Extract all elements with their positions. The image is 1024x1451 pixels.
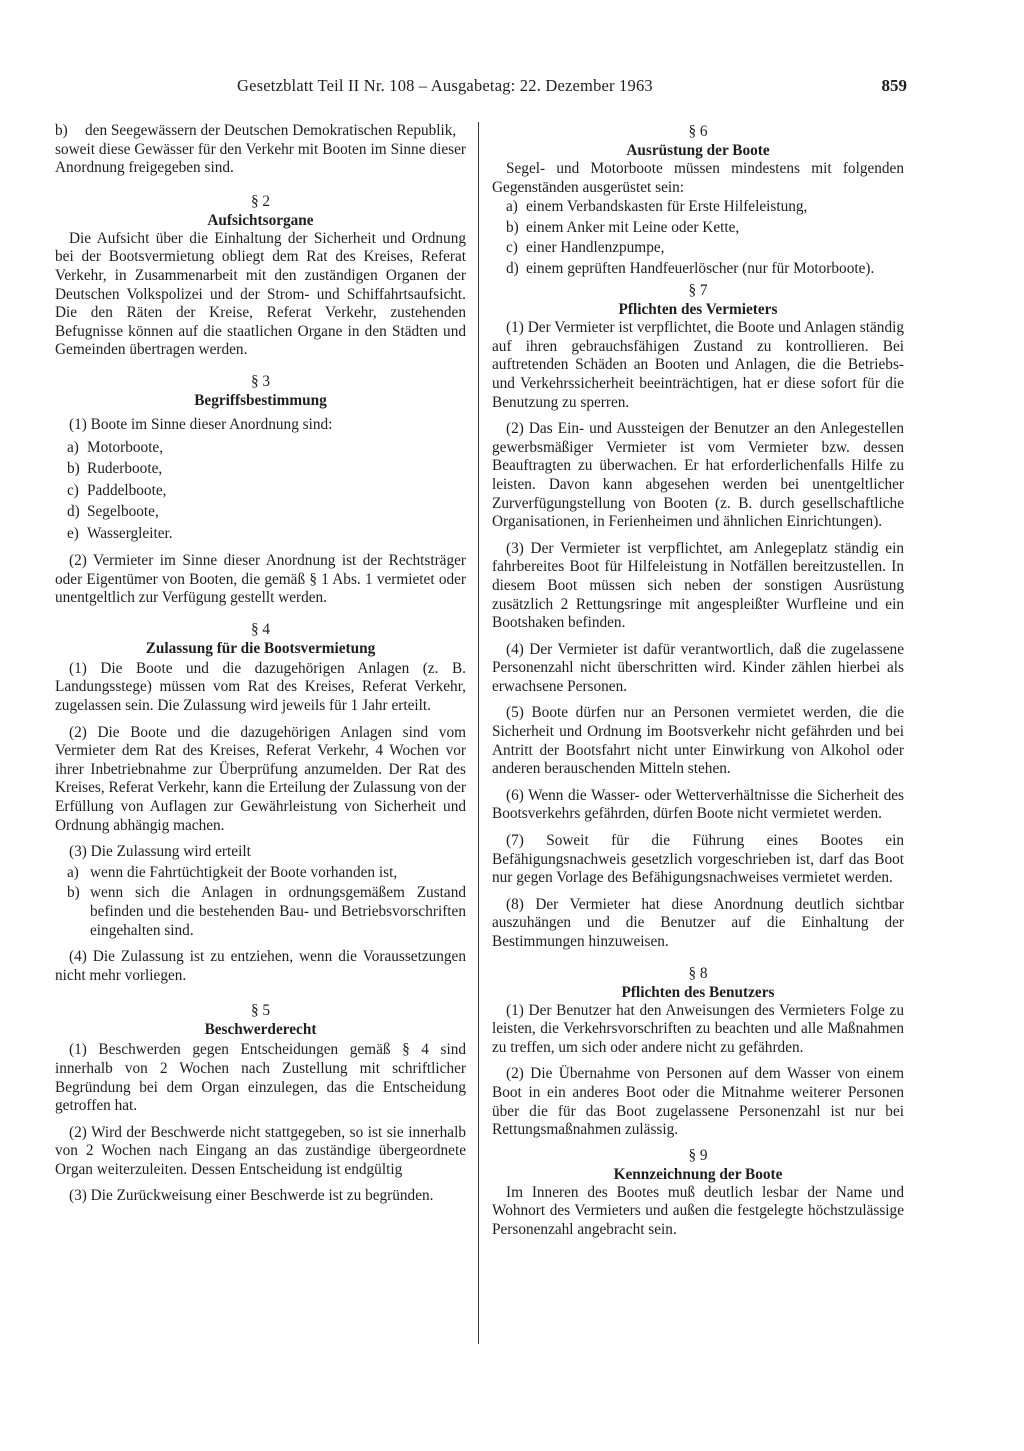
list-item <box>55 884 466 940</box>
list-item-text: Ruderboote, <box>87 460 163 478</box>
list-item <box>492 197 904 218</box>
section-5-number: § 5 <box>250 1002 271 1020</box>
section-9-text: Im Inneren des Bootes muß deutlich lesbar der Name und Wohnort des Vermieters und außen die festgelegte höchstzulässige Personenzahl angebracht sein. <box>492 1183 904 1238</box>
section-8-title: Pflichten des Benutzers <box>621 983 775 1001</box>
list-item-label: d) <box>67 503 80 521</box>
right-column <box>492 122 904 1240</box>
section-2-title: Aufsichtsorgane <box>207 211 314 229</box>
section-4-p3: (3) Die Zulassung wird erteilt <box>69 843 251 861</box>
list-item-label: a) <box>506 198 518 216</box>
section-6-list <box>492 197 904 279</box>
section-4-number: § 4 <box>250 620 271 638</box>
list-item-label: d) <box>506 259 519 277</box>
list-item-label: a) <box>67 863 79 881</box>
section-3-p1: (1) Boote im Sinne dieser Anordnung sind: <box>69 415 333 433</box>
section-2-text: Die Aufsicht über die Einhaltung der Sicherheit und Ordnung bei der Bootsvermietung obliegt dem Rat des Kreises, Referat Verkehr, in Zusammenarbeit mit den zuständigen Organen der Deutschen Volkspolizei und der Strom- und Schiffahrtsaufsicht. Die den Räten der Kreise, Referat Verkehr, zustehenden Befugnisse können auf die staatlichen Organe in den Städten und Gemeinden übertragen werden. <box>55 229 466 359</box>
section-7-p3: (3) Der Vermieter ist verpflichtet, am Anlegeplatz ständig ein fahrbereites Boot für Hilfeleistung in Notfällen bereitzustellen. In diesem Boot müssen sich neben der sonstigen Ausrüstung zusätzlich 2 Rettungsringe mit angespleißter Wurfleine und ein Bootshaken befinden. <box>492 539 904 632</box>
section-5-title: Beschwerderecht <box>204 1021 317 1039</box>
section-7-number: § 7 <box>688 282 708 300</box>
list-item-text: Motorboote, <box>87 438 164 456</box>
list-item <box>492 218 904 239</box>
section-3-title: Begriffsbestimmung <box>194 391 327 409</box>
list-item-text: wenn sich die Anlagen in ordnungsgemäßem Zustand befinden und die bestehenden Bau- und Betriebsvorschriften eingehalten sind. <box>90 884 466 939</box>
list-item <box>55 480 466 502</box>
list-item <box>492 238 904 259</box>
section-6-title: Ausrüstung der Boote <box>626 142 770 159</box>
list-item <box>55 437 466 459</box>
running-title: Gesetzblatt Teil II Nr. 108 – Ausgabetag: 22. Dezember 1963 <box>237 76 653 95</box>
list-item-label: b) <box>67 884 80 902</box>
list-item-text: Paddelboote, <box>87 481 167 499</box>
section-4-p1: (1) Die Boote und die dazugehörigen Anlagen (z. B. Landungsstege) müssen vom Rat des Kreises, Referat Verkehr, zugelassen sein. Die Zulassung wird jeweils für 1 Jahr erteilt. <box>55 659 466 714</box>
section-8-p2: (2) Die Übernahme von Personen auf dem Wasser von einem Boot in ein anderes Boot oder die Mitnahme weiterer Personen über die für das Boot zugelassene Personenzahl ist nur bei Rettungsmaßnahmen zulässig. <box>492 1065 904 1139</box>
section-7-p4: (4) Der Vermieter ist dafür verantwortlich, daß die zugelassene Personenzahl nicht überschritten wird. Kinder zählen hierbei als erwachsene Personen. <box>492 640 904 695</box>
list-item-text: Wassergleiter. <box>87 524 173 542</box>
section-7-p1: (1) Der Vermieter ist verpflichtet, die Boote und Anlagen ständig auf ihren gebrauchsfähigen Zustand zu kontrollieren. Bei auftretenden Schäden an Booten und Anlagen, die die Betriebs- und Verkehrssicherheit beeinträchtigen, hat er diese sofort für die Benutzung zu sperren. <box>492 319 904 411</box>
list-item-label: a) <box>67 438 79 456</box>
section-4-title: Zulassung für die Bootsvermietung <box>145 639 376 657</box>
page-number: 859 <box>881 76 907 95</box>
section-2-number: § 2 <box>250 192 271 210</box>
section-6-intro: Segel- und Motorboote müssen mindestens mit folgenden Gegenständen ausgerüstet sein: <box>492 160 904 196</box>
section-7-p6: (6) Wenn die Wasser- oder Wetterverhältnisse die Sicherheit des Bootsverkehrs gefährden, dürfen Boote nicht vermietet werden. <box>492 786 904 823</box>
section-9-number: § 9 <box>688 1146 708 1164</box>
section-7-p5: (5) Boote dürfen nur an Personen vermietet werden, die die Sicherheit und Ordnung im Bootsverkehr nicht gefährden und bei Antritt der Bootsfahrt nicht unter Einwirkung von Alkohol oder anderen berauschenden Mitteln stehen. <box>492 704 904 778</box>
list-item <box>55 458 466 480</box>
list-item-text: einem Verbandskasten für Erste Hilfeleistung, <box>526 198 808 216</box>
section-8-number: § 8 <box>688 964 708 982</box>
section-3-number: § 3 <box>250 372 271 390</box>
intro-item-label: b) <box>55 122 68 139</box>
section-4-p4: (4) Die Zulassung ist zu entziehen, wenn die Voraussetzungen nicht mehr vorliegen. <box>55 948 466 984</box>
section-4-p2: (2) Die Boote und die dazugehörigen Anlagen sind vom Vermieter dem Rat des Kreises, Referat Verkehr, 4 Wochen vor ihrer Inbetriebnahme zur Überprüfung anzumelden. Der Rat des Kreises, Referat Verkehr, kann die Erteilung der Zulassung von der Erfüllung von Auflagen zur Gewährleistung von Sicherheit und Ordnung abhängig machen. <box>55 723 466 834</box>
section-9-title: Kennzeichnung der Boote <box>613 1165 783 1183</box>
section-6-number: § 6 <box>688 123 708 140</box>
page-header <box>55 74 907 104</box>
list-item <box>55 523 466 545</box>
intro-tail: soweit diese Gewässer für den Verkehr mit Booten im Sinne dieser Anordnung freigegeben sind. <box>55 140 466 177</box>
list-item-text: wenn die Fahrtüchtigkeit der Boote vorhanden ist, <box>90 863 398 881</box>
list-item-label: c) <box>506 239 518 257</box>
list-item <box>55 864 466 883</box>
list-item-label: c) <box>67 481 79 499</box>
section-7-title: Pflichten des Vermieters <box>618 301 778 319</box>
section-7-p8: (8) Der Vermieter hat diese Anordnung deutlich sichtbar auszuhängen und die Benutzer auf die Einhaltung der Bestimmungen hinzuweisen. <box>492 895 904 950</box>
section-7-p7: (7) Soweit für die Führung eines Bootes ein Befähigungsnachweis gesetzlich vorgeschrieben ist, darf das Boot nur gegen Vorlage des Befähigungsnachweises vermietet werden. <box>492 832 904 887</box>
list-item <box>55 501 466 523</box>
section-5-p3: (3) Die Zurückweisung einer Beschwerde ist zu begründen. <box>69 1187 434 1205</box>
column-divider <box>478 122 479 1344</box>
list-item-label: b) <box>506 218 519 236</box>
list-item-text: einem geprüften Handfeuerlöscher (nur für Motorboote). <box>526 259 875 277</box>
left-column <box>55 122 466 1206</box>
section-8-p1: (1) Der Benutzer hat den Anweisungen des Vermieters Folge zu leisten, die Verkehrsvorschriften zu beachten und alle Maßnahmen zu treffen, um sich oder andere nicht zu gefährden. <box>492 1001 904 1056</box>
list-item-text: einem Anker mit Leine oder Kette, <box>526 218 740 236</box>
section-7-p2: (2) Das Ein- und Aussteigen der Benutzer an den Anlegestellen gewerbsmäßiger Vermieter ist vom Vermieter bzw. dessen Beauftragten zu überwachen. Er hat erforderlichenfalls Hilfe zu leisten. Davon kann abgesehen werden bei unentgeltlicher Zurverfügungstellung von Booten (z. B. durch gesellschaftliche Organisationen, in Ferienheimen und ähnlichen Einrichtungen). <box>492 420 904 531</box>
section-5-p1: (1) Beschwerden gegen Entscheidungen gemäß § 4 sind innerhalb von 2 Wochen nach Zustellung mit schriftlicher Begründung bei dem Organ einzulegen, das die Entscheidung getroffen hat. <box>55 1041 466 1115</box>
intro-item-b <box>55 122 466 141</box>
list-item-text: einer Handlenzpumpe, <box>526 239 665 257</box>
section-3-list <box>55 437 466 545</box>
list-item-label: e) <box>67 524 79 542</box>
section-3-p2: (2) Vermieter im Sinne dieser Anordnung ist der Rechtsträger oder Eigentümer von Booten, die gemäß § 1 Abs. 1 vermietet oder unentgeltlich zur Verfügung gestellt werden. <box>55 552 466 607</box>
list-item-label: b) <box>67 460 80 478</box>
section-5-p2: (2) Wird der Beschwerde nicht stattgegeben, so ist sie innerhalb von 2 Wochen nach Eingang an das zuständige übergeordnete Organ weiterzuleiten. Dessen Entscheidung ist endgültig <box>55 1123 466 1178</box>
intro-item-text: den Seegewässern der Deutschen Demokratischen Republik, <box>85 122 457 139</box>
list-item <box>492 259 904 280</box>
list-item-text: Segelboote, <box>87 503 159 521</box>
